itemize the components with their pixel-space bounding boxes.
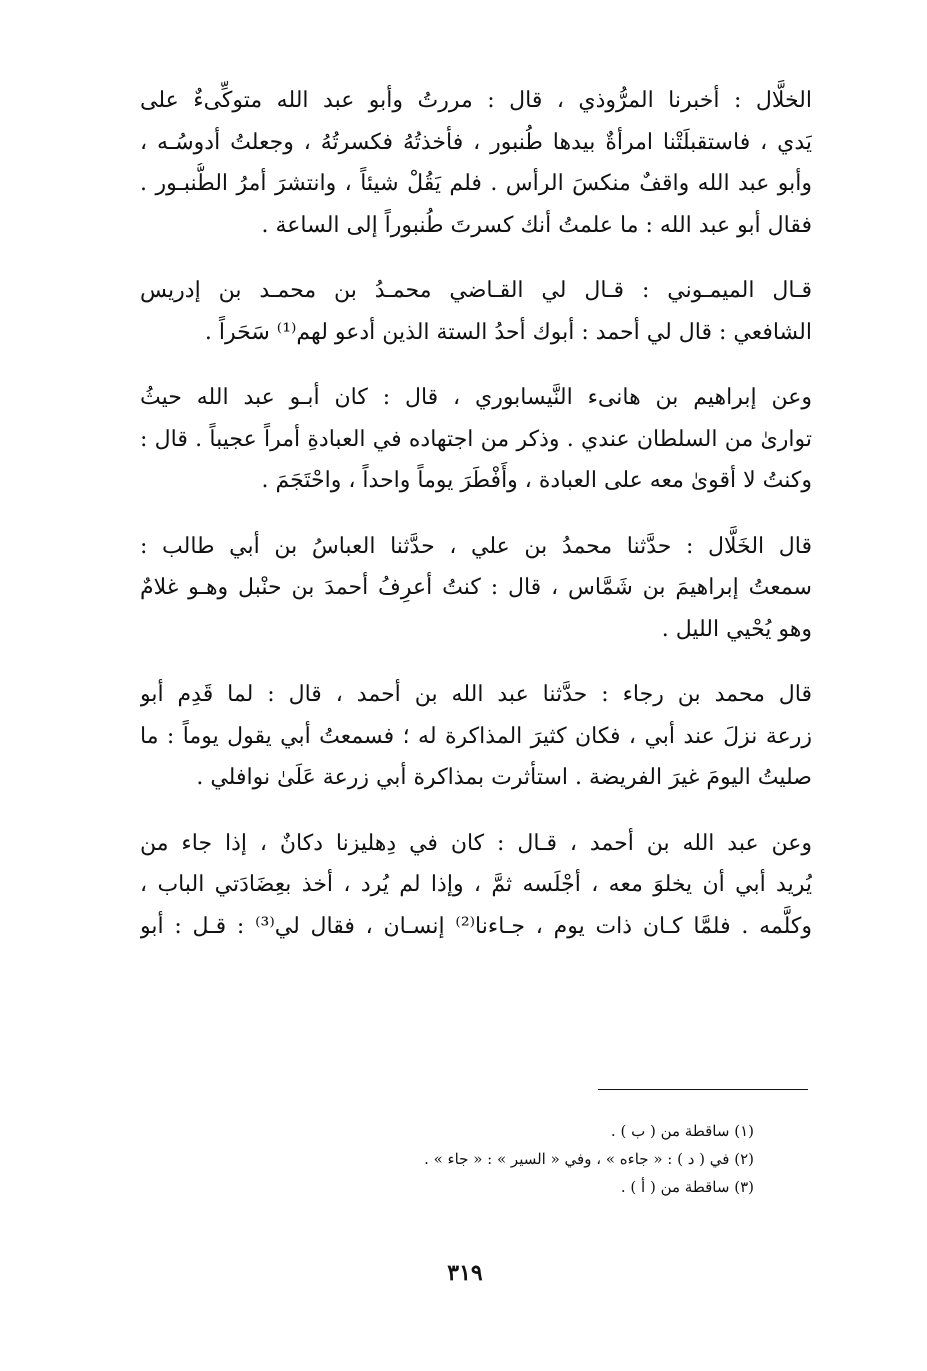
- text-line: وهو يُحْيي الليل .: [661, 616, 812, 642]
- text-line: وعن عبد الله بن أحمد ، قـال : كان في دِهليزنا دكانٌ ، إذا جاء من: [140, 830, 812, 856]
- paragraph: [140, 674, 812, 799]
- text-line: سمعتُ إبراهيمَ بن شَمَّاس ، قال : كنتُ أعرِفُ أحمدَ بن حنْبل وهـو غلامٌ: [140, 575, 812, 600]
- page-number: ٣١٩: [447, 1260, 483, 1286]
- main-text: [140, 80, 812, 947]
- footnote: (٣) ساقطة من ( أ ) .: [620, 1178, 754, 1196]
- text-line: وأبو عبد الله واقفٌ منكسَ الرأس . فلم يَقُلْ شيئاً ، وانتشرَ أمرُ الطُّنبـور .: [140, 171, 812, 196]
- text-line: يُريد أبي أن يخلوَ معه ، أجْلَسه ثمَّ ، وإذا لم يُرد ، أخذ بعِضَادَتي الباب ،: [140, 872, 812, 897]
- paragraph: [140, 270, 812, 353]
- text-line: توارىٰ من السلطان عندي . وذكر من اجتهاده في العبادةِ أمراً عجيباً . قال :: [140, 426, 812, 452]
- footnote-divider: [598, 1089, 808, 1090]
- text-line: فقال أبو عبد الله : ما علمتُ أنك كسرتَ طُنبوراً إلى الساعة .: [261, 212, 812, 238]
- footnote: (٢) في ( د ) : « جاءه » ، وفي « السير » : « جاء » .: [424, 1150, 754, 1168]
- text-line: الشافعي : قال لي أحمد : أبوك أحدُ الستة الذين أدعو لهم⁽¹⁾ سَحَراً .: [204, 319, 812, 345]
- text-line: وكلَّمه . فلمَّا كـان ذات يوم ، جـاءنا⁽²⁾ إنسـان ، فقال لي⁽³⁾ : قـل : أبو: [140, 913, 812, 939]
- text-line: الخلَّال : أخبرنا المرُّوذي ، قال : مررتُ وأبو عبد الله متوكِّىءٌ على: [140, 88, 812, 113]
- paragraph: [140, 80, 812, 246]
- text-line: صليتُ اليومَ غيرَ الفريضة . استأثرت بمذاكرة أبي زرعة عَلَىٰ نوافلي .: [196, 765, 812, 790]
- text-line: وعن إبراهيم بن هانىء النَّيسابوري ، قال : كان أبـو عبد الله حيثُ: [140, 385, 812, 410]
- footnotes: [300, 1117, 754, 1201]
- text-line: زرعة نزلَ عند أبي ، فكان كثيرَ المذاكرة له ؛ فسمعتُ أبي يقول يوماً : ما: [140, 723, 812, 749]
- text-line: قال الخَلَّال : حدَّثنا محمدُ بن علي ، حدَّثنا العباسُ بن أبي طالب :: [140, 533, 812, 559]
- paragraph: [140, 823, 812, 948]
- paragraph: [140, 526, 812, 651]
- text-line: قـال الميمـوني : قـال لي القـاضي محمـدُ بن محمـد بن إدريس: [140, 278, 812, 303]
- text-line: قال محمد بن رجاء : حدَّثنا عبد الله بن أحمد ، قال : لما قَدِم أبو: [140, 682, 812, 707]
- text-line: يَدي ، فاستقبلَتْنا امرأةٌ بيدها طُنبور ، فأخذتُهُ فكسرتُهُ ، وجعلتُ أدوسُـه ،: [140, 129, 812, 155]
- footnote: (١) ساقطة من ( ب ) .: [610, 1122, 754, 1140]
- paragraph: [140, 377, 812, 502]
- text-line: وكنتُ لا أقوىٰ معه على العبادة ، وأَفْطَرَ يوماً واحداً ، واحْتَجَمَ .: [261, 468, 812, 493]
